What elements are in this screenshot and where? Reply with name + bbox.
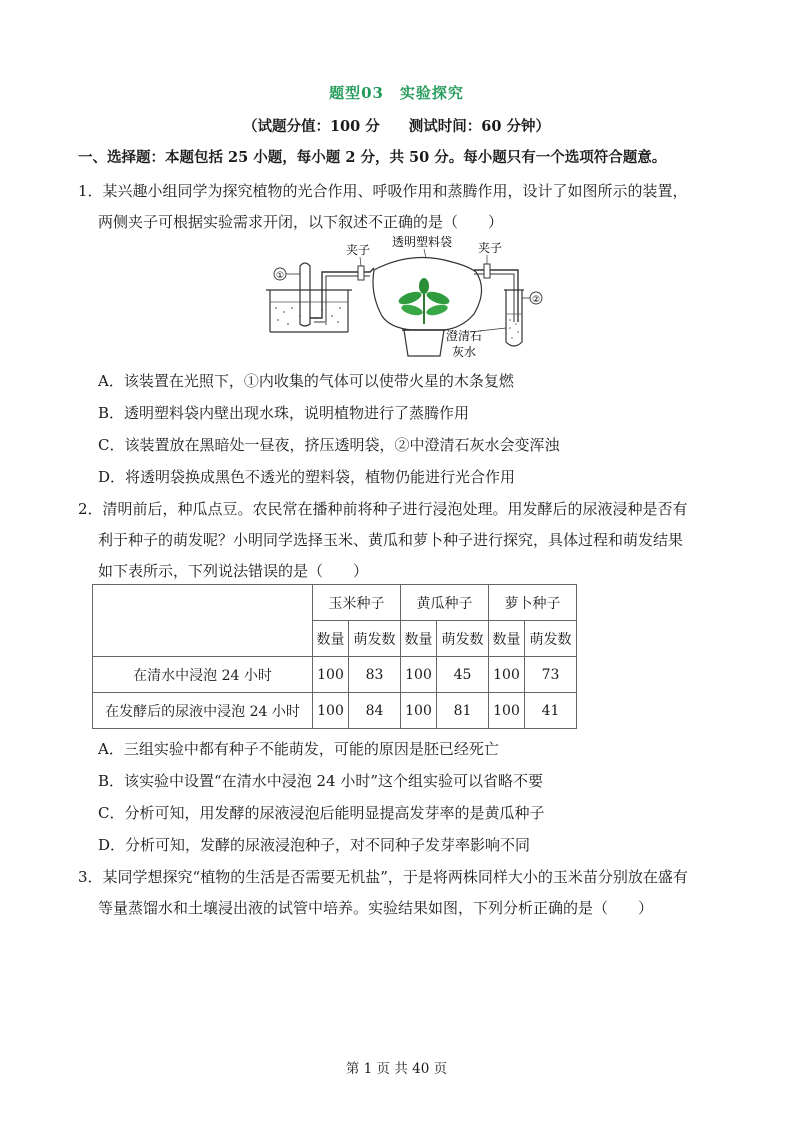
question-1-option-d: D．将透明袋换成黑色不透光的塑料袋，植物仍能进行光合作用 <box>98 468 516 486</box>
table-cell: 81 <box>437 693 489 729</box>
table-cell: 41 <box>525 693 577 729</box>
table-row <box>93 693 577 729</box>
table-group-header: 黄瓜种子 <box>401 585 489 621</box>
question-1-option-b: B．透明塑料袋内壁出现水珠，说明植物进行了蒸腾作用 <box>98 404 470 422</box>
question-2-stem-line-2: 利于种子的萌发呢？小明同学选择玉米、黄瓜和萝卜种子进行探究，具体过程和萌发结果 <box>98 531 684 549</box>
table-cell: 45 <box>437 657 489 693</box>
question-2-option-a: A．三组实验中都有种子不能萌发，可能的原因是胚已经死亡 <box>98 740 499 758</box>
page-footer: 第 1 页 共 40 页 <box>345 1061 448 1077</box>
table-group-header: 玉米种子 <box>313 585 401 621</box>
page-title: 题型03 实验探究 <box>329 84 464 102</box>
question-2-option-c: C．分析可知，用发酵的尿液浸泡后能明显提高发芽率的是黄瓜种子 <box>98 804 545 822</box>
table-cell: 84 <box>349 693 401 729</box>
table-subheader: 数量 <box>401 621 437 657</box>
table-cell: 100 <box>313 693 349 729</box>
question-1-stem-line-2: 两侧夹子可根据实验需求开闭，以下叙述不正确的是（ ） <box>98 213 504 231</box>
table-cell: 100 <box>313 657 349 693</box>
label-limewater-line-2: 灰水 <box>452 345 477 359</box>
question-2-option-b: B．该实验中设置“在清水中浸泡 24 小时”这个组实验可以省略不要 <box>98 772 543 790</box>
table-row <box>93 657 577 693</box>
exam-info: （试题分值：100 分 测试时间：60 分钟） <box>242 118 551 135</box>
table-row-label: 在发酵后的尿液中浸泡 24 小时 <box>93 693 313 729</box>
inverted-collection-tube <box>300 263 310 326</box>
table-subheader: 数量 <box>489 621 525 657</box>
question-2-stem-line-1: 2．清明前后，种瓜点豆。农民常在播种前将种子进行浸泡处理。用发酵后的尿液浸种是否有 <box>78 500 688 518</box>
table-cell: 100 <box>489 693 525 729</box>
question-2-option-d: D．分析可知，发酵的尿液浸泡种子，对不同种子发芽率影响不同 <box>98 836 531 854</box>
label-plastic-bag: 透明塑料袋 <box>392 235 453 249</box>
question-1-option-c: C．该装置放在黑暗处一昼夜，挤压透明袋，②中澄清石灰水会变浑浊 <box>98 436 560 454</box>
question-1-option-a: A．该装置在光照下，①内收集的气体可以使带火星的木条复燃 <box>98 372 514 390</box>
table-group-header: 萝卜种子 <box>489 585 577 621</box>
table-cell: 100 <box>401 693 437 729</box>
water-trough <box>266 290 352 332</box>
experiment-apparatus-figure <box>262 232 562 362</box>
question-3-stem-line-2: 等量蒸馏水和土壤浸出液的试管中培养。实验结果如图，下列分析正确的是（ ） <box>98 899 654 917</box>
label-limewater-line-1: 澄清石 <box>446 329 483 343</box>
table-subheader: 萌发数 <box>349 621 401 657</box>
table-subheader: 数量 <box>313 621 349 657</box>
question-1-stem-line-1: 1．某兴趣小组同学为探究植物的光合作用、呼吸作用和蒸腾作用，设计了如图所示的装置， <box>78 182 688 200</box>
table-cell: 100 <box>401 657 437 693</box>
left-clip <box>358 266 364 280</box>
label-clip-right: 夹子 <box>478 241 503 255</box>
question-2-stem-line-3: 如下表所示，下列说法错误的是（ ） <box>98 562 369 580</box>
marker-1: ① <box>275 271 285 281</box>
marker-2: ② <box>531 295 541 305</box>
table-subheader: 萌发数 <box>525 621 577 657</box>
table-corner-cell <box>93 585 313 657</box>
table-row-label: 在清水中浸泡 24 小时 <box>93 657 313 693</box>
section-heading: 一、选择题：本题包括 25 小题，每小题 2 分，共 50 分。每小题只有一个选项符合题意。 <box>78 149 667 166</box>
table-cell: 83 <box>349 657 401 693</box>
potted-plant <box>397 278 451 356</box>
table-subheader: 萌发数 <box>437 621 489 657</box>
germination-results-table <box>92 584 577 729</box>
right-clip <box>484 264 490 278</box>
question-3-stem-line-1: 3．某同学想探究“植物的生活是否需要无机盐”，于是将两株同样大小的玉米苗分别放在盛有 <box>78 868 688 886</box>
table-cell: 73 <box>525 657 577 693</box>
table-cell: 100 <box>489 657 525 693</box>
table-header-groups <box>93 585 577 621</box>
label-clip-left: 夹子 <box>346 243 371 257</box>
